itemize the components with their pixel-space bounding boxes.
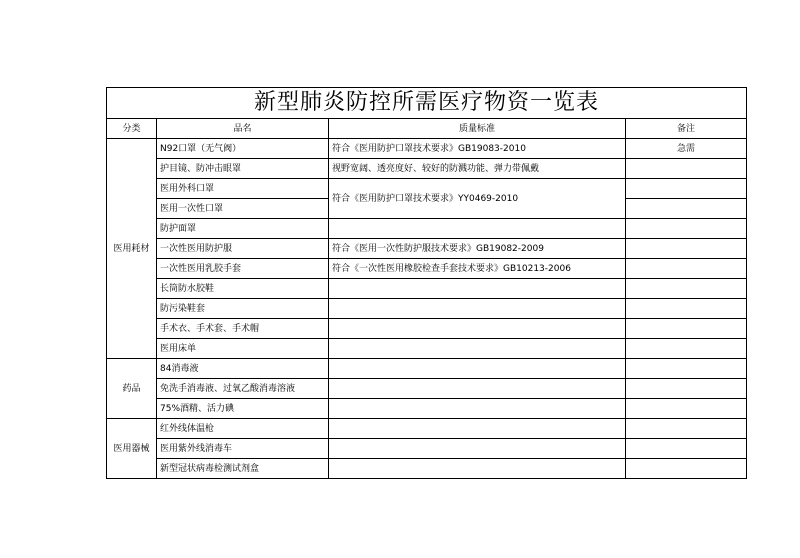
item-standard-cell[interactable] [329, 279, 626, 299]
table-row [107, 219, 747, 239]
item-standard-cell[interactable] [329, 459, 626, 479]
item-remark-cell[interactable]: 急需 [626, 139, 747, 159]
header-row [107, 119, 747, 139]
table-row [107, 239, 747, 259]
item-name-cell[interactable]: 一次性医用防护服 [157, 239, 329, 259]
item-name-cell[interactable]: 防污染鞋套 [157, 299, 329, 319]
table-row [107, 159, 747, 179]
item-standard-cell[interactable] [329, 379, 626, 399]
category-cell-drugs[interactable]: 药品 [107, 359, 157, 419]
item-remark-cell[interactable] [626, 339, 747, 359]
item-name-cell[interactable]: 红外线体温枪 [157, 419, 329, 439]
item-remark-cell[interactable] [626, 259, 747, 279]
item-name-cell[interactable]: N92口罩（无气阀） [157, 139, 329, 159]
item-remark-cell[interactable] [626, 319, 747, 339]
item-remark-cell[interactable] [626, 399, 747, 419]
table-row [107, 259, 747, 279]
item-name-cell[interactable]: 一次性医用乳胶手套 [157, 259, 329, 279]
table-row [107, 439, 747, 459]
item-remark-cell[interactable] [626, 199, 747, 219]
table-row [107, 279, 747, 299]
item-remark-cell[interactable] [626, 279, 747, 299]
item-name-cell[interactable]: 长筒防水胶鞋 [157, 279, 329, 299]
item-standard-cell[interactable]: 符合《医用一次性防护服技术要求》GB19082-2009 [329, 239, 626, 259]
item-name-cell[interactable]: 医用紫外线消毒车 [157, 439, 329, 459]
item-name-cell[interactable]: 新型冠状病毒检测试剂盒 [157, 459, 329, 479]
spreadsheet [106, 87, 746, 479]
item-standard-cell[interactable] [329, 299, 626, 319]
item-standard-cell[interactable] [329, 219, 626, 239]
supplies-table [106, 87, 747, 479]
header-standard[interactable]: 质量标准 [329, 119, 626, 139]
item-name-cell[interactable]: 84消毒液 [157, 359, 329, 379]
item-remark-cell[interactable] [626, 439, 747, 459]
item-standard-cell[interactable] [329, 359, 626, 379]
item-standard-cell[interactable] [329, 399, 626, 419]
page-title[interactable]: 新型肺炎防控所需医疗物资一览表 [107, 88, 747, 119]
item-standard-cell[interactable] [329, 419, 626, 439]
category-cell-devices[interactable]: 医用器械 [107, 419, 157, 479]
table-row [107, 139, 747, 159]
item-remark-cell[interactable] [626, 359, 747, 379]
table-row [107, 319, 747, 339]
item-remark-cell[interactable] [626, 159, 747, 179]
header-remark[interactable]: 备注 [626, 119, 747, 139]
item-remark-cell[interactable] [626, 379, 747, 399]
item-remark-cell[interactable] [626, 179, 747, 199]
item-standard-cell[interactable]: 符合《医用防护口罩技术要求》GB19083-2010 [329, 139, 626, 159]
item-standard-cell[interactable]: 符合《医用防护口罩技术要求》YY0469-2010 [329, 179, 626, 219]
item-standard-cell[interactable]: 视野宽阔、透亮度好、较好的防溅功能、弹力带佩戴 [329, 159, 626, 179]
item-remark-cell[interactable] [626, 419, 747, 439]
category-cell-consumables[interactable]: 医用耗材 [107, 139, 157, 359]
item-name-cell[interactable]: 75%酒精、活力碘 [157, 399, 329, 419]
item-name-cell[interactable]: 护目镜、防冲击眼罩 [157, 159, 329, 179]
table-row [107, 359, 747, 379]
item-name-cell[interactable]: 手术衣、手术套、手术帽 [157, 319, 329, 339]
header-name[interactable]: 品名 [157, 119, 329, 139]
table-row [107, 419, 747, 439]
table-row [107, 459, 747, 479]
item-standard-cell[interactable] [329, 319, 626, 339]
table-row [107, 179, 747, 199]
item-name-cell[interactable]: 防护面罩 [157, 219, 329, 239]
table-row [107, 339, 747, 359]
item-name-cell[interactable]: 免洗手消毒液、过氧乙酸消毒溶液 [157, 379, 329, 399]
item-standard-cell[interactable] [329, 339, 626, 359]
item-name-cell[interactable]: 医用床单 [157, 339, 329, 359]
table-row [107, 399, 747, 419]
header-category[interactable]: 分类 [107, 119, 157, 139]
title-row [107, 88, 747, 119]
table-row [107, 379, 747, 399]
item-standard-cell[interactable]: 符合《一次性医用橡胶检查手套技术要求》GB10213-2006 [329, 259, 626, 279]
item-remark-cell[interactable] [626, 459, 747, 479]
table-row [107, 299, 747, 319]
item-remark-cell[interactable] [626, 299, 747, 319]
item-name-cell[interactable]: 医用外科口罩 [157, 179, 329, 199]
item-remark-cell[interactable] [626, 219, 747, 239]
item-remark-cell[interactable] [626, 239, 747, 259]
item-name-cell[interactable]: 医用一次性口罩 [157, 199, 329, 219]
item-standard-cell[interactable] [329, 439, 626, 459]
